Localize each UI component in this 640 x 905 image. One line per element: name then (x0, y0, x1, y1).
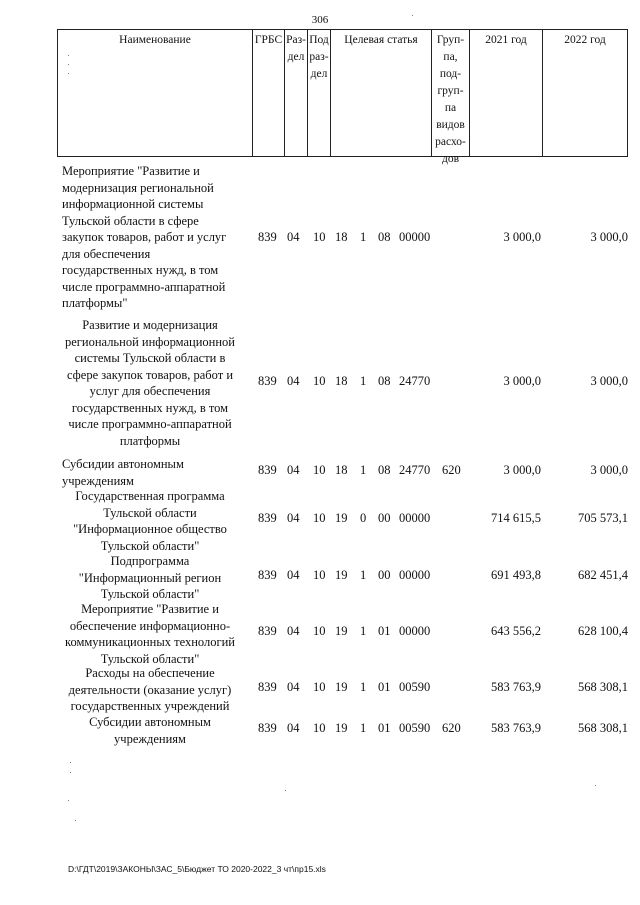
scan-speck (75, 820, 76, 821)
header-target-article: Целевая статья (331, 30, 432, 156)
value-2021: 714 615,5 (491, 511, 541, 525)
target-code-subprogram: 1 (360, 568, 367, 582)
value-2022: 3 000,0 (590, 374, 628, 388)
value-2021: 691 493,8 (491, 568, 541, 582)
target-code-direction: 00000 (399, 568, 431, 582)
target-code-direction: 00590 (399, 680, 431, 694)
scan-speck (70, 772, 71, 773)
podrazdel-code: 10 (313, 624, 326, 638)
table-row (62, 665, 628, 715)
podrazdel-code: 10 (313, 680, 326, 694)
target-code-event: 08 (378, 230, 391, 244)
razdel-code: 04 (287, 568, 300, 582)
row-name: Государственная программа Тульской области "Информационное общество Тульской области" (73, 489, 227, 553)
header-razdel: Раз-дел (285, 30, 308, 156)
value-2021: 583 763,9 (491, 721, 541, 735)
value-2022: 3 000,0 (590, 230, 628, 244)
razdel-code: 04 (287, 374, 300, 388)
razdel-code: 04 (287, 624, 300, 638)
scan-speck (412, 15, 413, 16)
target-code-event: 01 (378, 680, 391, 694)
value-2021: 3 000,0 (503, 463, 541, 477)
scan-speck (68, 73, 69, 74)
scan-speck (70, 762, 71, 763)
target-code-direction: 00000 (399, 230, 431, 244)
target-code-event: 01 (378, 624, 391, 638)
scan-speck (68, 800, 69, 801)
value-2022: 628 100,4 (578, 624, 628, 638)
table-row (62, 456, 628, 489)
value-2021: 583 763,9 (491, 680, 541, 694)
row-name: Развитие и модернизация региональной информационной системы Тульской области в сфере закупок товаров, работ и услуг для обеспечения государственных нужд, в том числе программно-аппаратной платформы (64, 318, 235, 448)
grbs-code: 839 (258, 721, 277, 735)
grbs-code: 839 (258, 568, 277, 582)
table-header (57, 29, 628, 165)
podrazdel-code: 10 (313, 721, 326, 735)
table-row (62, 163, 628, 313)
podrazdel-code: 10 (313, 374, 326, 388)
header-name: Наименование (58, 30, 253, 156)
target-code-event: 08 (378, 374, 391, 388)
target-code-program: 19 (335, 511, 348, 525)
value-2021: 3 000,0 (503, 230, 541, 244)
target-code-subprogram: 1 (360, 374, 367, 388)
grbs-code: 839 (258, 680, 277, 694)
podrazdel-code: 10 (313, 230, 326, 244)
page-number: 306 (311, 14, 329, 26)
table-row (62, 317, 628, 449)
target-code-event: 00 (378, 568, 391, 582)
target-code-event: 01 (378, 721, 391, 735)
grbs-code: 839 (258, 511, 277, 525)
target-code-program: 18 (335, 374, 348, 388)
target-code-program: 18 (335, 230, 348, 244)
table-row (62, 714, 628, 747)
header-podrazdel: Под раз-дел (308, 30, 331, 156)
header-year-2021: 2021 год (470, 30, 543, 156)
podrazdel-code: 10 (313, 463, 326, 477)
table-row (62, 601, 628, 667)
podrazdel-code: 10 (313, 568, 326, 582)
header-grbs: ГРБС (253, 30, 285, 156)
grbs-code: 839 (258, 624, 277, 638)
table-row (62, 488, 628, 554)
target-code-subprogram: 0 (360, 511, 367, 525)
expense-group: 620 (442, 721, 461, 735)
value-2022: 705 573,1 (578, 511, 628, 525)
grbs-code: 839 (258, 463, 277, 477)
expense-group: 620 (442, 463, 461, 477)
footer-file-path: D:\ГДТ\2019\ЗАКОНЫ\ЗАС_5\Бюджет ТО 2020-2022_3 чт\пр15.xls (68, 864, 326, 874)
row-name: Субсидии автономным учреждениям (89, 715, 211, 746)
razdel-code: 04 (287, 680, 300, 694)
target-code-program: 19 (335, 624, 348, 638)
row-name: Расходы на обеспечение деятельности (оказание услуг) государственных учреждений (68, 666, 232, 713)
value-2021: 643 556,2 (491, 624, 541, 638)
grbs-code: 839 (258, 374, 277, 388)
scan-speck (68, 55, 69, 56)
target-code-program: 19 (335, 721, 348, 735)
scan-speck (595, 785, 596, 786)
razdel-code: 04 (287, 721, 300, 735)
razdel-code: 04 (287, 511, 300, 525)
scan-speck (285, 790, 286, 791)
grbs-code: 839 (258, 230, 277, 244)
target-code-event: 08 (378, 463, 391, 477)
target-code-program: 19 (335, 568, 348, 582)
target-code-subprogram: 1 (360, 680, 367, 694)
row-name: Подпрограмма "Информационный регион Тульской области" (78, 554, 222, 601)
header-expense-group: Груп-па, под-груп-па видов расхо-дов (432, 30, 470, 156)
target-code-subprogram: 1 (360, 230, 367, 244)
value-2022: 568 308,1 (578, 680, 628, 694)
target-code-program: 19 (335, 680, 348, 694)
value-2022: 682 451,4 (578, 568, 628, 582)
podrazdel-code: 10 (313, 511, 326, 525)
value-2021: 3 000,0 (503, 374, 541, 388)
target-code-program: 18 (335, 463, 348, 477)
target-code-subprogram: 1 (360, 721, 367, 735)
value-2022: 3 000,0 (590, 463, 628, 477)
target-code-direction: 00000 (399, 511, 431, 525)
value-2022: 568 308,1 (578, 721, 628, 735)
target-code-subprogram: 1 (360, 624, 367, 638)
header-year-2022: 2022 год (564, 34, 606, 46)
razdel-code: 04 (287, 463, 300, 477)
target-code-direction: 24770 (399, 374, 431, 388)
target-code-subprogram: 1 (360, 463, 367, 477)
target-code-event: 00 (378, 511, 391, 525)
table-row (62, 553, 628, 603)
target-code-direction: 00000 (399, 624, 431, 638)
target-code-direction: 24770 (399, 463, 431, 477)
row-name: Мероприятие "Развитие и обеспечение информационно- коммуникационных технологий Тульской области" (65, 602, 235, 666)
row-name: Субсидии автономным учреждениям (62, 457, 184, 488)
target-code-direction: 00590 (399, 721, 431, 735)
razdel-code: 04 (287, 230, 300, 244)
scan-speck (68, 64, 69, 65)
row-name: Мероприятие "Развитие и модернизация региональной информационной системы Тульской области в сфере закупок товаров, работ и услуг для обеспечения государственных нужд, в том числе программно-аппаратной платформы" (62, 164, 227, 310)
